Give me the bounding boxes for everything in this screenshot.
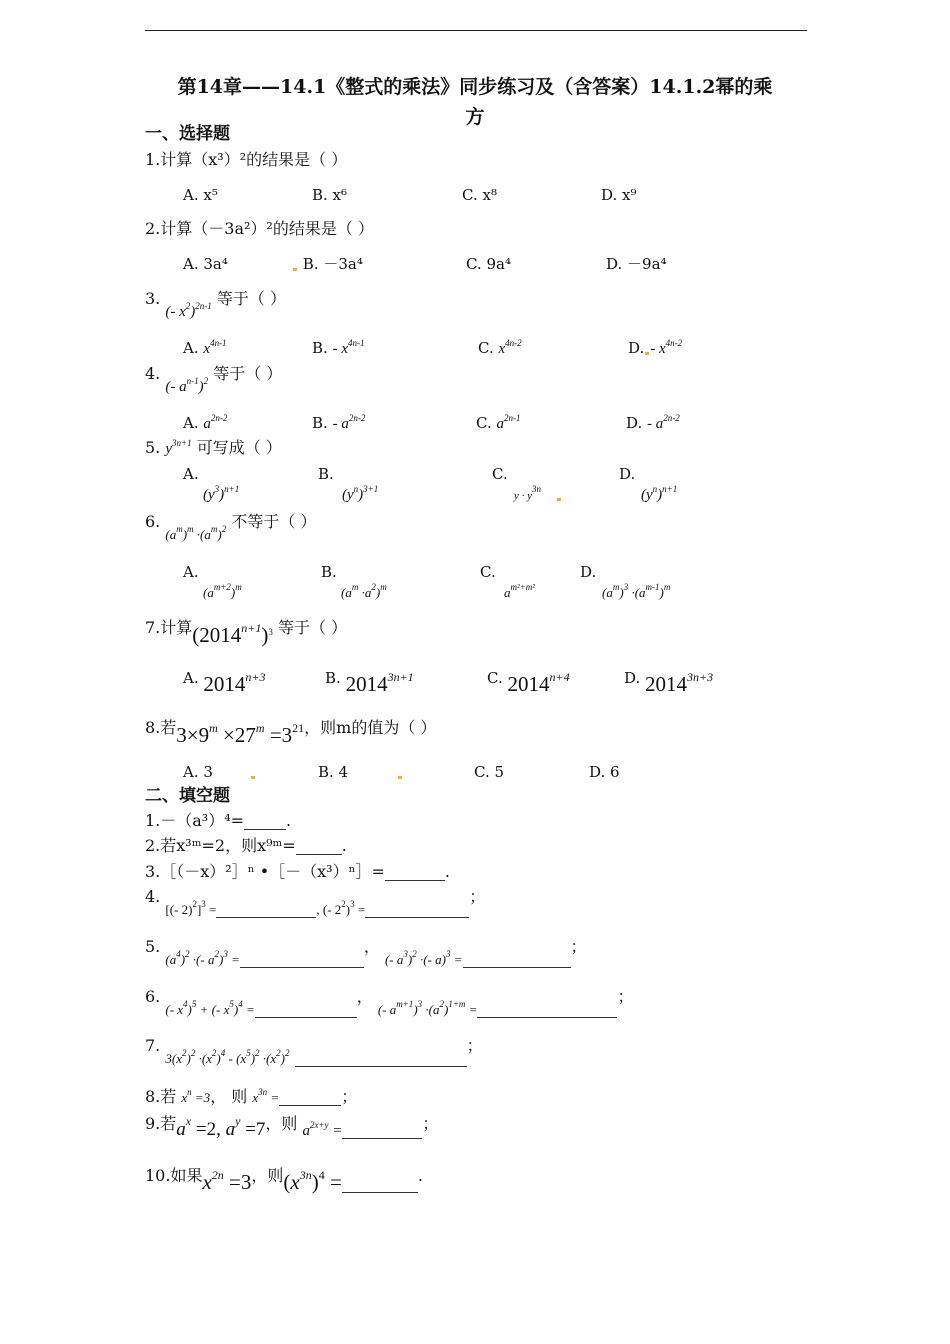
q1-option-d: D. x⁹ xyxy=(601,186,637,204)
fill-1: 1.－（a³）⁴= . xyxy=(145,811,292,830)
q6-option-a: A. $(a^{m+2})^m$ xyxy=(183,563,242,600)
decoration-dot xyxy=(398,776,402,779)
question-6: 6. $_{(a^m)^m \cdot(a^m)^2}$ 不等于（ ） xyxy=(145,512,317,542)
q7-option-b: B. $2014^{3n+1}$ xyxy=(325,669,414,696)
q4-option-a: A. $a^{2n-2}$ xyxy=(183,413,228,432)
answer-blank[interactable] xyxy=(255,1001,357,1018)
q2-option-c: C. 9a⁴ xyxy=(466,255,511,273)
answer-blank[interactable] xyxy=(342,1176,418,1193)
answer-blank[interactable] xyxy=(463,951,571,968)
q4-expression: (- $a^{n-1})^2$ xyxy=(165,376,209,395)
q5-option-a: A. $(y^3)^{n+1}$ xyxy=(183,465,240,503)
q8-option-c: C. 5 xyxy=(474,763,505,781)
decoration-dot xyxy=(557,498,561,501)
question-1: 1.计算（x³）²的结果是（ ） xyxy=(145,150,348,169)
q6-option-c: C. $a^{m^2+m^2}$ xyxy=(480,563,535,600)
answer-blank[interactable] xyxy=(365,901,469,918)
fill-3: 3.［（－x）²］ⁿ •［－（x³）ⁿ］= . xyxy=(145,862,451,881)
q3-option-b: B. - $x^{4n-1}$ xyxy=(312,338,365,357)
fill-2: 2.若x³ᵐ=2，则x⁹ᵐ= . xyxy=(145,836,347,855)
q5-option-d: D. $(y^n)^{n+1}$ xyxy=(619,465,678,503)
answer-blank[interactable] xyxy=(296,838,342,855)
question-5: 5. $y^{3n+1}$ 可写成（ ） xyxy=(145,438,282,457)
answer-blank[interactable] xyxy=(385,864,445,881)
fill-5: 5. $_{(a^4)^2 \cdot(- a^2)^3 =}$， $_{(- a^3)^2 \cdot(- a)^3 =}$； xyxy=(145,937,587,967)
fill-10: 10.如果$x^{2n} =3$，则$(x^{3n})^4$ = . xyxy=(145,1166,423,1194)
q7-option-d: D. $2014^{3n+3}$ xyxy=(624,669,714,696)
section-fill-heading: 二、填空题 xyxy=(145,786,230,806)
q3-option-d: D. - $x^{4n-2}$ xyxy=(628,338,683,357)
q5-option-c: C. $y \cdot y^{3n}$ xyxy=(492,464,562,506)
answer-blank[interactable] xyxy=(342,1122,422,1139)
q2-option-a: A. 3a⁴ xyxy=(183,255,228,273)
q4-option-c: C. $a^{2n-1}$ xyxy=(476,413,521,432)
q4-option-d: D. - $a^{2n-2}$ xyxy=(626,413,680,432)
decoration-dot xyxy=(293,268,297,271)
question-7: 7.计算$(2014^{n+1})^3$ 等于（ ） xyxy=(145,618,348,647)
q6-option-b: B. $(a^m \cdot a^2)^m$ xyxy=(321,563,387,600)
q2-option-b: B. －3a⁴ xyxy=(292,254,363,274)
q3-option-a: A. $x^{4n-1}$ xyxy=(183,338,227,357)
q1-option-c: C. x⁸ xyxy=(462,186,497,204)
fill-9: 9.若$a^x =2$, $a^y =7$，则 $a^{2x+y}$ = ； xyxy=(145,1114,439,1140)
q7-option-a: A. $2014^{n+3}$ xyxy=(183,669,266,696)
fill-7: 7. $_{3(x^2)^2 \cdot(x^2)^4 - (x^5)^2 \cdot(x^2)^2}$ ； xyxy=(145,1036,483,1066)
q7-expression: $(2014^{n+1})^3$ xyxy=(192,621,273,647)
q8-option-a: A. 3 xyxy=(183,762,256,782)
q8-option-d: D. 6 xyxy=(589,763,620,781)
fill-4: 4. $_{[(- 2)^2]^3 =}$ $_{, (- 2^2)^3 =}$； xyxy=(145,887,486,917)
q3-expression: (- $x^2)^{2n-1}$ xyxy=(165,301,212,320)
answer-blank[interactable] xyxy=(477,1001,617,1018)
section-choice-heading: 一、选择题 xyxy=(145,124,230,144)
header-rule xyxy=(145,30,807,31)
answer-blank[interactable] xyxy=(216,901,316,918)
q3-option-c: C. $x^{4n-2}$ xyxy=(478,338,522,357)
answer-blank[interactable] xyxy=(244,813,286,830)
question-8: 8.若$3\times 9^m \times 27^m =3^{21}$，则m的值为（ ） xyxy=(145,718,437,747)
page-title xyxy=(140,72,810,132)
q1-option-a: A. x⁵ xyxy=(183,186,218,204)
fill-6: 6. $_{(- x^4)^5 + (- x^5)^4 =}$， $_{(- a^{m+1})^3 \cdot(a^2)^{1+m} =}$； xyxy=(145,987,634,1017)
q8-expression: $3\times 9^m \times 27^m =3^{21}$ xyxy=(176,721,305,747)
q6-option-d: D. $(a^m)^3 \cdot(a^{m-1})^m$ xyxy=(580,563,671,600)
fill-8: 8.若 $x^n =3$， 则 $x^{3n}$ = ； xyxy=(145,1087,358,1106)
title-line-1: 第14章——14.1《整式的乘法》同步练习及（含答案）14.1.2幂的乘 xyxy=(177,76,773,98)
q4-option-b: B. - $a^{2n-2}$ xyxy=(312,413,366,432)
q6-expression: (am)m ·(am)2 xyxy=(165,524,227,542)
decoration-dot xyxy=(645,352,649,355)
q7-option-c: C. $2014^{n+4}$ xyxy=(487,669,570,696)
question-2: 2.计算（－3a²）²的结果是（ ） xyxy=(145,219,374,238)
q8-option-b: B. 4 xyxy=(318,762,403,782)
question-4: 4. (- $a^{n-1})^2$ 等于（ ） xyxy=(145,364,283,395)
answer-blank[interactable] xyxy=(295,1050,467,1067)
q5-option-b: B. $(y^n)^{3+1}$ xyxy=(318,465,379,503)
q5-expression: $y^{3n+1}$ xyxy=(165,438,192,457)
decoration-dot xyxy=(251,776,255,779)
q1-option-b: B. x⁶ xyxy=(312,186,348,204)
question-3: 3. (- $x^2)^{2n-1}$ 等于（ ） xyxy=(145,289,286,320)
answer-blank[interactable] xyxy=(279,1089,341,1106)
title-line-2: 方 xyxy=(465,106,485,128)
q2-option-d: D. －9a⁴ xyxy=(606,255,667,273)
answer-blank[interactable] xyxy=(240,951,364,968)
